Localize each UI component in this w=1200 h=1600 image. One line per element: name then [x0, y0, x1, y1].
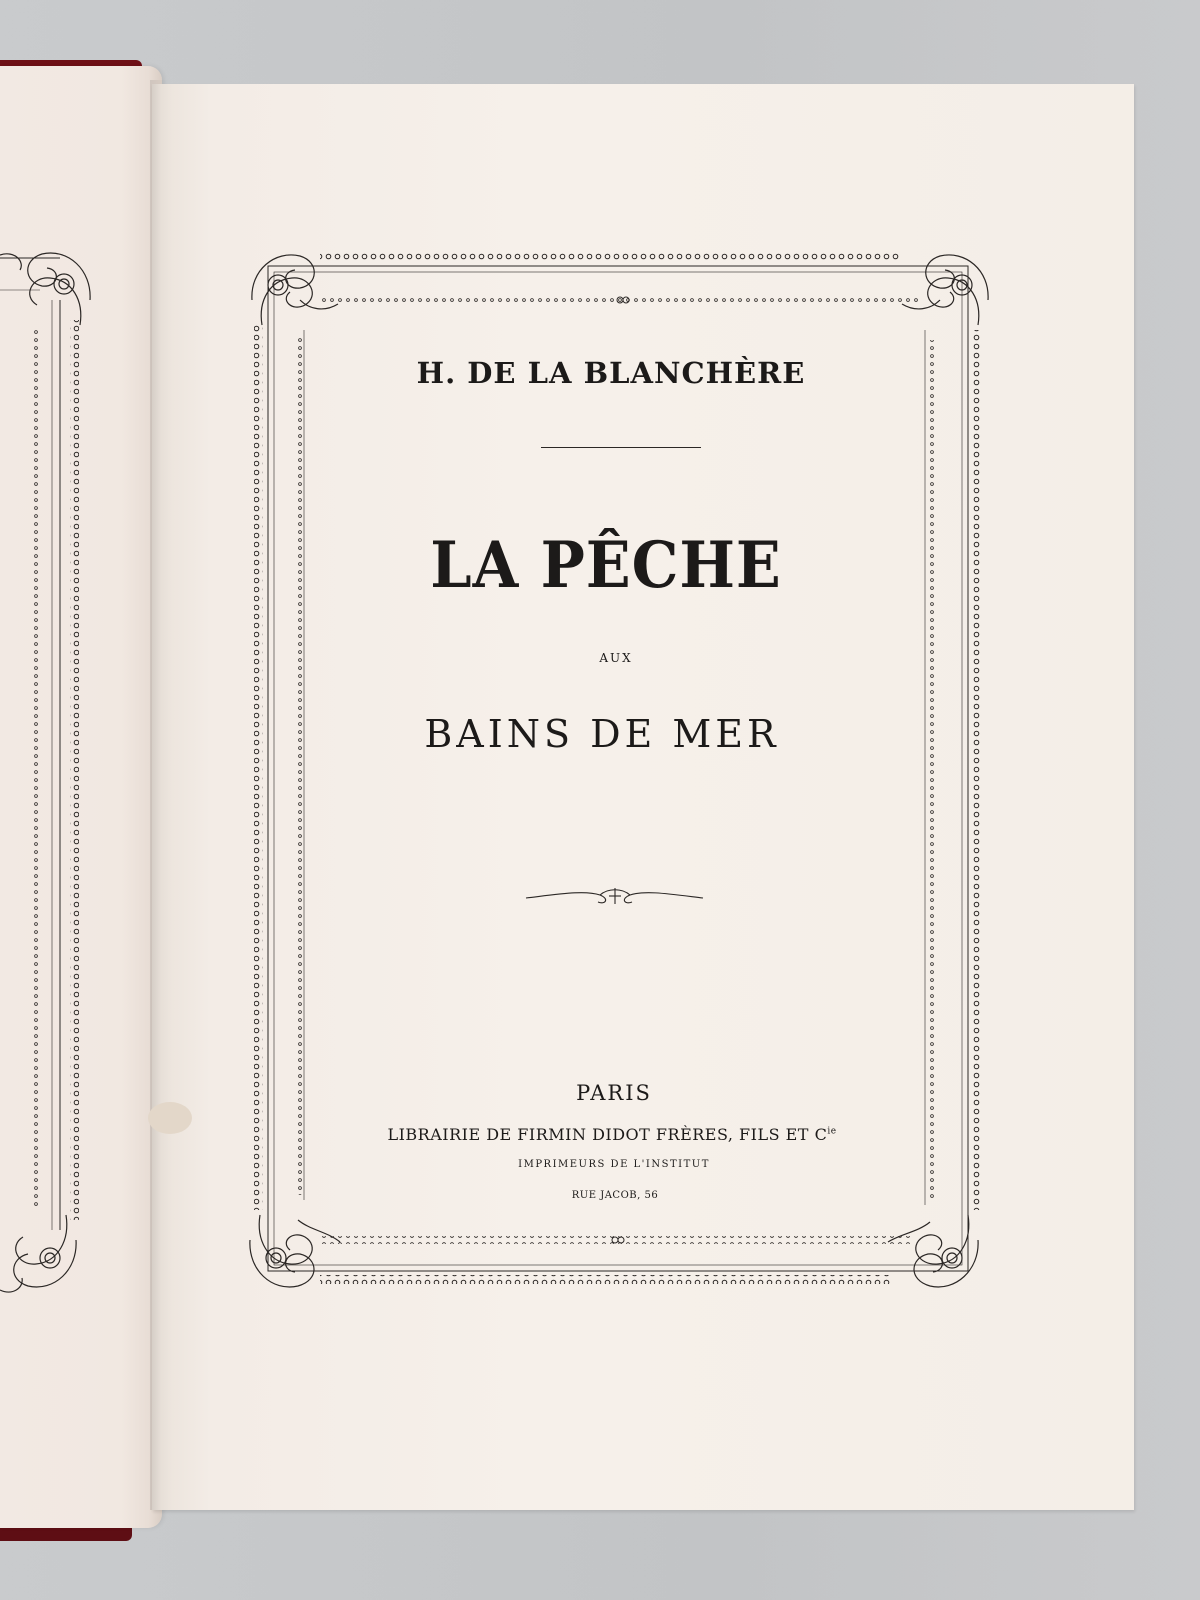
frame-bottom-beads	[320, 1275, 890, 1284]
publisher-name: LIBRAIRIE DE FIRMIN DIDOT FRÈRES, FILS ET C	[387, 1125, 828, 1144]
corner-ornament-top-left	[252, 255, 338, 325]
left-corner-ornament-top	[0, 253, 90, 325]
title-rule	[541, 447, 701, 448]
left-corner-ornament-bottom	[0, 1215, 76, 1292]
book-subtitle: BAINS DE MER	[424, 712, 780, 756]
vignette-ornament	[526, 888, 703, 904]
frame-right-beads	[972, 330, 981, 1210]
author-name: H. DE LA BLANCHÈRE	[416, 356, 806, 390]
publisher-superscript: ie	[827, 1126, 837, 1137]
corner-ornament-top-right	[902, 255, 988, 325]
corner-ornament-bottom-right	[888, 1215, 978, 1287]
printer-line: IMPRIMEURS DE L'INSTITUT	[518, 1159, 710, 1170]
title-connector: AUX	[599, 651, 633, 665]
publisher-address: RUE JACOB, 56	[571, 1190, 659, 1201]
frame-left-beads	[254, 325, 263, 1210]
frame-top-beads	[320, 252, 900, 261]
book-title: LA PÊCHE	[430, 528, 782, 603]
publisher-line	[0, 1125, 1200, 1144]
publication-city: PARIS	[576, 1081, 652, 1105]
